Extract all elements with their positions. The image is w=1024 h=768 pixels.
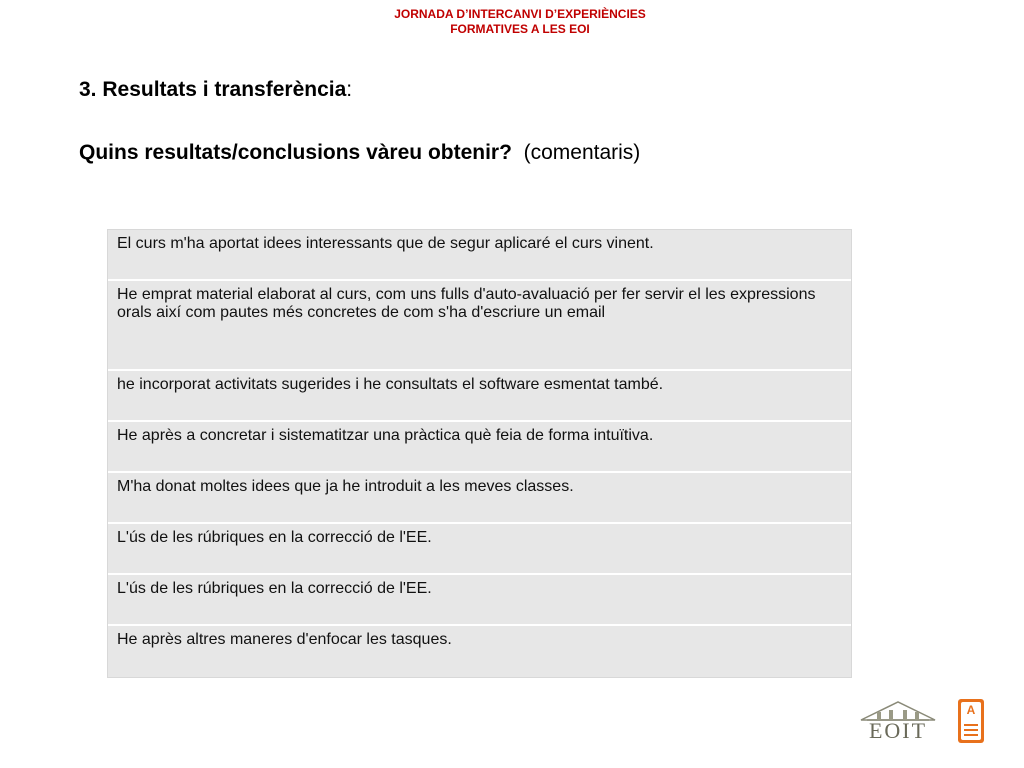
document-header	[0, 7, 1024, 37]
answer-row: L'ús de les rúbriques en la correcció de l'EE.	[108, 524, 851, 575]
answer-row: El curs m'ha aportat idees interessants que de segur aplicaré el curs vinent.	[108, 230, 851, 281]
answer-row: He après a concretar i sistematitzar una pràctica què feia de forma intuïtiva.	[108, 422, 851, 473]
question-heading	[79, 141, 640, 165]
question-text: Quins resultats/conclusions vàreu obtenir?	[79, 141, 512, 164]
certification-badge	[958, 699, 984, 743]
eoit-logo	[853, 698, 943, 744]
answer-row: He emprat material elaborat al curs, com uns fulls d'auto-avaluació per fer servir el les expressions orals així com pautes més concretes de com s'ha d'escriure un email	[108, 281, 851, 371]
answer-row: he incorporat activitats sugerides i he consultats el software esmentat també.	[108, 371, 851, 422]
answer-row: M'ha donat moltes idees que ja he introduit a les meves classes.	[108, 473, 851, 524]
answer-row: He après altres maneres d'enfocar les tasques.	[117, 631, 452, 648]
answers-table	[108, 230, 851, 677]
certification-badge-letter: A	[966, 703, 976, 717]
badge-line-icon	[964, 729, 978, 731]
answer-row: L'ús de les rúbriques en la correcció de l'EE.	[108, 575, 851, 626]
section-title-text: 3. Resultats i transferència	[79, 78, 347, 101]
eoit-logo-text: EOIT	[868, 718, 928, 743]
certification-badge-panel	[961, 702, 981, 740]
section-title	[79, 78, 352, 102]
badge-line-icon	[964, 724, 978, 726]
question-note: (comentaris)	[523, 141, 641, 164]
badge-line-icon	[964, 734, 978, 736]
section-title-colon: :	[346, 78, 353, 101]
header-line-2: FORMATIVES A LES EOI	[450, 22, 590, 36]
header-line-1: JORNADA D’INTERCANVI D’EXPERIÈNCIES	[394, 7, 646, 21]
